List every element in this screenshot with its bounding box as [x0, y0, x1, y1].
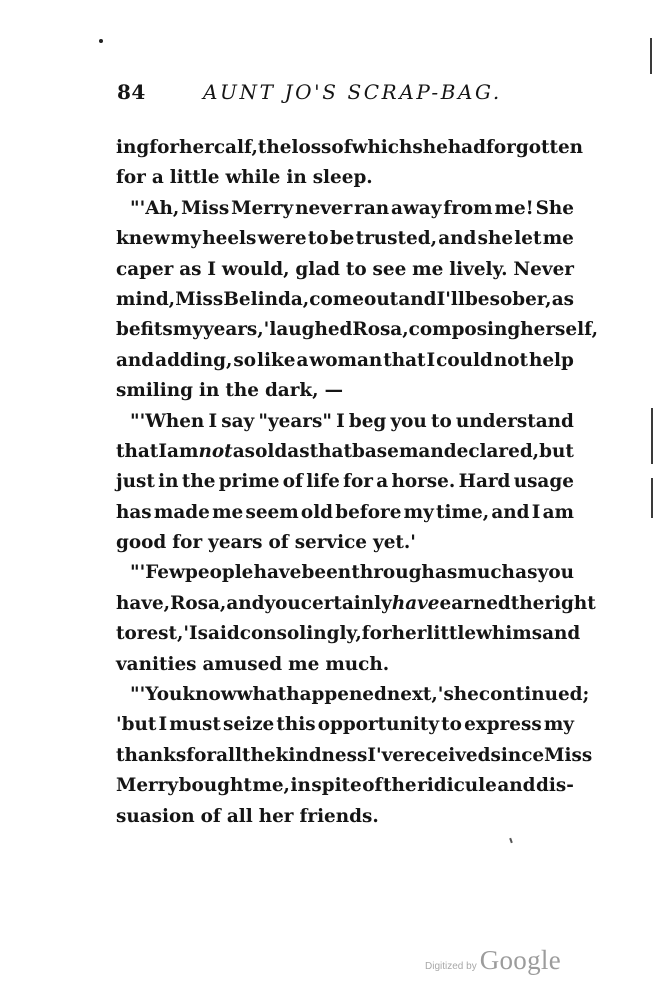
word: come [309, 288, 364, 310]
page-header [117, 80, 587, 110]
word: caper [116, 258, 174, 280]
word: loss [291, 137, 332, 158]
word: rest,' [136, 623, 190, 645]
word: be [464, 288, 490, 310]
word: and [398, 288, 437, 310]
word: my [172, 319, 203, 341]
text-line [116, 315, 598, 345]
word: good [116, 532, 167, 554]
word: laughed [269, 319, 353, 341]
word: what [236, 684, 287, 706]
word: woman [309, 349, 383, 371]
word: just [116, 471, 155, 493]
word: Belinda, [223, 288, 310, 310]
text-line [116, 194, 574, 224]
word: see [372, 258, 407, 280]
word: life [306, 471, 340, 493]
word: through [351, 562, 435, 584]
word: I'll [436, 288, 465, 310]
word: in [290, 775, 311, 797]
word: heels [202, 228, 257, 250]
word: to [345, 258, 367, 280]
word: but [539, 440, 574, 462]
word: she [477, 228, 514, 250]
word: trusted, [355, 228, 437, 250]
word: say [221, 410, 255, 432]
word: her [391, 623, 427, 645]
word: she [412, 137, 448, 158]
word: her [258, 805, 294, 827]
word: I [336, 410, 345, 432]
word: in [286, 167, 307, 189]
word: smiling [116, 380, 194, 402]
word: have [253, 562, 302, 584]
word: of [331, 137, 352, 158]
word: 'but [116, 714, 157, 736]
word: continued; [478, 684, 590, 706]
word: were [257, 228, 307, 250]
word: amused [202, 653, 283, 675]
word: of [200, 805, 221, 827]
word: "years" [258, 410, 332, 432]
text-line [116, 285, 574, 315]
word: befits [116, 319, 173, 341]
text-line [116, 680, 590, 710]
word: much. [325, 653, 390, 675]
word: man [398, 440, 444, 462]
word: base [352, 440, 399, 462]
text-line [116, 589, 596, 619]
word: friends. [299, 805, 379, 827]
word: horse. [391, 471, 456, 493]
word: I [531, 501, 541, 523]
word: a [376, 471, 389, 493]
word: that [116, 440, 159, 462]
text-line [116, 498, 574, 528]
word: this [276, 714, 316, 736]
word: opportunity [317, 714, 440, 736]
word: and [438, 228, 477, 250]
word: I've [367, 744, 404, 766]
word: the [382, 775, 417, 797]
word: Hard [458, 471, 511, 493]
word: for [343, 471, 373, 493]
word: composing [408, 319, 521, 341]
word: have [391, 592, 440, 614]
word: Merry [116, 775, 179, 797]
word: to [116, 623, 137, 645]
word: had [447, 137, 486, 158]
word: have, [116, 592, 171, 614]
text-line [116, 376, 574, 406]
word: Merry [231, 197, 294, 219]
word: I [158, 440, 167, 462]
word: of [282, 471, 303, 493]
word: for [116, 167, 146, 189]
word: years [208, 532, 263, 554]
word: yet.' [373, 532, 416, 554]
word: you [390, 410, 427, 432]
word: since [490, 744, 545, 766]
word: me [542, 228, 574, 250]
word: you [537, 562, 574, 584]
word: and [226, 592, 265, 614]
word: understand [455, 410, 574, 432]
word: as [551, 288, 574, 310]
word: bought [178, 775, 252, 797]
word: seize [223, 714, 275, 736]
word: and [116, 349, 155, 371]
word: declared, [443, 440, 540, 462]
word: spite [311, 775, 362, 797]
word: adding, [155, 349, 233, 371]
word: to [307, 228, 329, 250]
word: I [158, 714, 168, 736]
word: away [391, 197, 442, 219]
word: service [294, 532, 368, 554]
ink-speck [99, 39, 103, 43]
word: certainly [300, 592, 392, 614]
word: I [426, 349, 436, 371]
word: the [242, 744, 276, 766]
word: of [268, 532, 289, 554]
word: you [264, 592, 301, 614]
text-line [116, 619, 581, 649]
word: "'Few [130, 562, 185, 584]
word: all [216, 744, 243, 766]
word: much [457, 562, 515, 584]
text-line [116, 133, 584, 163]
word: as [515, 562, 538, 584]
body-text [116, 133, 598, 832]
word: the [225, 380, 259, 402]
stray-mark [509, 838, 513, 843]
word: me [288, 653, 320, 675]
word: I [189, 623, 198, 645]
text-line [116, 650, 574, 680]
word: "'You [130, 684, 183, 706]
word: time, [436, 501, 490, 523]
word: forgotten [485, 137, 584, 158]
word: which [351, 137, 413, 158]
word: said [197, 623, 240, 645]
word: glad [295, 258, 341, 280]
page-edge-mark [651, 408, 653, 464]
word: years,' [202, 319, 270, 341]
word: in [199, 380, 220, 402]
word: all [226, 805, 253, 827]
word: so [233, 349, 257, 371]
word: the [510, 592, 545, 614]
word: as [179, 258, 202, 280]
word: received [403, 744, 491, 766]
word: my [543, 714, 574, 736]
word: would, [221, 258, 290, 280]
word: seem [245, 501, 299, 523]
word: as [287, 440, 310, 462]
word: to [430, 410, 452, 432]
word: as [232, 440, 256, 462]
word: express [464, 714, 542, 736]
word: Miss [544, 744, 593, 766]
word: my [403, 501, 434, 523]
word: the [181, 471, 216, 493]
text-line [116, 467, 574, 497]
word: that [383, 349, 426, 371]
word: know [182, 684, 237, 706]
word: earned [439, 592, 511, 614]
text-line [116, 407, 574, 437]
word: knew [116, 228, 170, 250]
word: let [514, 228, 542, 250]
word: not [198, 440, 233, 462]
word: thanks [116, 744, 187, 766]
word: lively. [449, 258, 508, 280]
word: sleep. [312, 167, 373, 189]
page-edge-mark [650, 38, 652, 74]
word: me! [494, 197, 534, 219]
word: ran [354, 197, 390, 219]
word: for [361, 623, 392, 645]
word: next,' [386, 684, 444, 706]
word: Rosa, [352, 319, 409, 341]
word: be [329, 228, 355, 250]
word: not [493, 349, 528, 371]
word: old [300, 501, 334, 523]
word: and [491, 501, 530, 523]
word: suasion [116, 805, 195, 827]
word: Miss [181, 197, 230, 219]
text-line [116, 163, 574, 193]
word: to [441, 714, 462, 736]
word: Rosa, [170, 592, 227, 614]
page-edge-mark [651, 478, 653, 518]
word: ridicule [417, 775, 497, 797]
text-line [116, 437, 574, 467]
word: am [167, 440, 199, 462]
word: and [497, 775, 536, 797]
word: I [208, 410, 218, 432]
word: sober, [489, 288, 552, 310]
word: me, [252, 775, 290, 797]
word: out [364, 288, 399, 310]
word: dark, [264, 380, 319, 402]
digitized-by-google-watermark [425, 945, 561, 981]
word: a [151, 167, 164, 189]
word: never [295, 197, 353, 219]
word: for [149, 137, 180, 158]
word: old [255, 440, 288, 462]
word: dis- [536, 775, 574, 797]
word: "'Ah, [130, 197, 180, 219]
text-line [116, 710, 574, 740]
word: kindness [275, 744, 368, 766]
word: She [535, 197, 574, 219]
word: me [412, 258, 444, 280]
word: must [169, 714, 221, 736]
word: she [443, 684, 479, 706]
word: of [362, 775, 383, 797]
text-line [116, 802, 574, 832]
text-line [116, 346, 574, 376]
word: for [186, 744, 217, 766]
word: as [435, 562, 458, 584]
word: like [257, 349, 296, 371]
word: while [225, 167, 281, 189]
text-line [116, 558, 574, 588]
word: am [542, 501, 574, 523]
word: little [169, 167, 220, 189]
word: — [324, 380, 343, 402]
word: Miss [175, 288, 224, 310]
word: been [301, 562, 352, 584]
word: in [158, 471, 179, 493]
text-line [116, 528, 574, 558]
word: prime [218, 471, 280, 493]
word: my [170, 228, 202, 250]
word: that [309, 440, 352, 462]
word: ing [116, 137, 150, 158]
word: I [207, 258, 216, 280]
word: little [426, 623, 477, 645]
page-number: 84 [117, 80, 146, 104]
word: and [542, 623, 581, 645]
text-line [116, 255, 574, 285]
running-head: AUNT JO'S SCRAP-BAG. [203, 80, 502, 104]
digitized-by-label: Digitized by [425, 961, 477, 972]
word: made [153, 501, 210, 523]
google-logo: Google [479, 945, 561, 975]
word: from [443, 197, 493, 219]
word: happened [286, 684, 387, 706]
word: a [296, 349, 309, 371]
word: could [436, 349, 493, 371]
word: vanities [116, 653, 197, 675]
word: Never [513, 258, 574, 280]
word: mind, [116, 288, 176, 310]
word: calf, [213, 137, 258, 158]
text-line [116, 771, 574, 801]
word: before [335, 501, 402, 523]
word: the [257, 137, 292, 158]
word: herself, [520, 319, 598, 341]
word: for [172, 532, 203, 554]
word: me [212, 501, 244, 523]
text-line [116, 224, 574, 254]
word: beg [348, 410, 387, 432]
word: "'When [130, 410, 205, 432]
text-line [116, 741, 593, 771]
word: has [116, 501, 152, 523]
word: usage [513, 471, 574, 493]
word: help [528, 349, 574, 371]
word: her [179, 137, 214, 158]
word: right [544, 592, 596, 614]
word: whims [476, 623, 543, 645]
word: people [185, 562, 254, 584]
word: consolingly, [239, 623, 362, 645]
